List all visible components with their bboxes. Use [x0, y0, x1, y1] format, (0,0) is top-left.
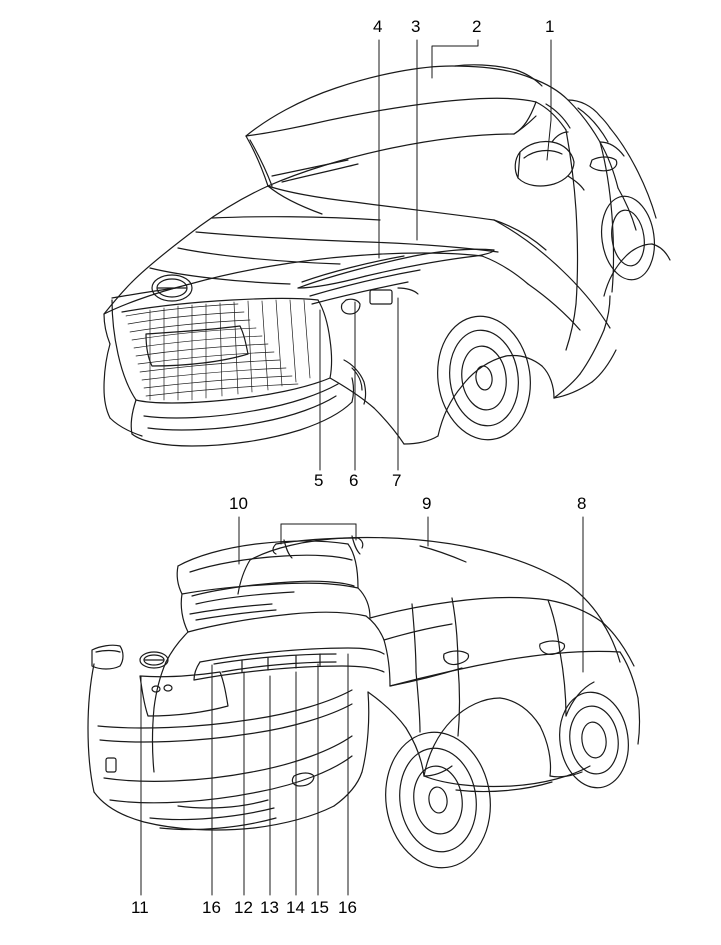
front-vehicle-illustration: [104, 65, 670, 446]
callout-label-13: 13: [260, 898, 279, 917]
callout-label-14: 14: [286, 898, 305, 917]
callout-label-10: 10: [229, 494, 248, 513]
callout-label-2: 2: [472, 17, 482, 36]
callout-label-16-left: 16: [202, 898, 221, 917]
callout-label-1: 1: [545, 17, 555, 36]
callout-label-4: 4: [373, 17, 383, 36]
callout-label-12: 12: [234, 898, 253, 917]
callout-label-15: 15: [310, 898, 329, 917]
callout-label-16-right: 16: [338, 898, 357, 917]
callout-label-9: 9: [422, 494, 432, 513]
leader-lines-front: [320, 40, 551, 470]
callout-label-7: 7: [392, 471, 402, 490]
callout-label-6: 6: [349, 471, 359, 490]
callout-label-11: 11: [131, 898, 149, 917]
rear-vehicle-illustration: [88, 536, 640, 875]
callout-label-3: 3: [411, 17, 421, 36]
callout-label-5: 5: [314, 471, 324, 490]
leader-lines-rear: [141, 517, 583, 895]
callout-label-8: 8: [577, 494, 587, 513]
